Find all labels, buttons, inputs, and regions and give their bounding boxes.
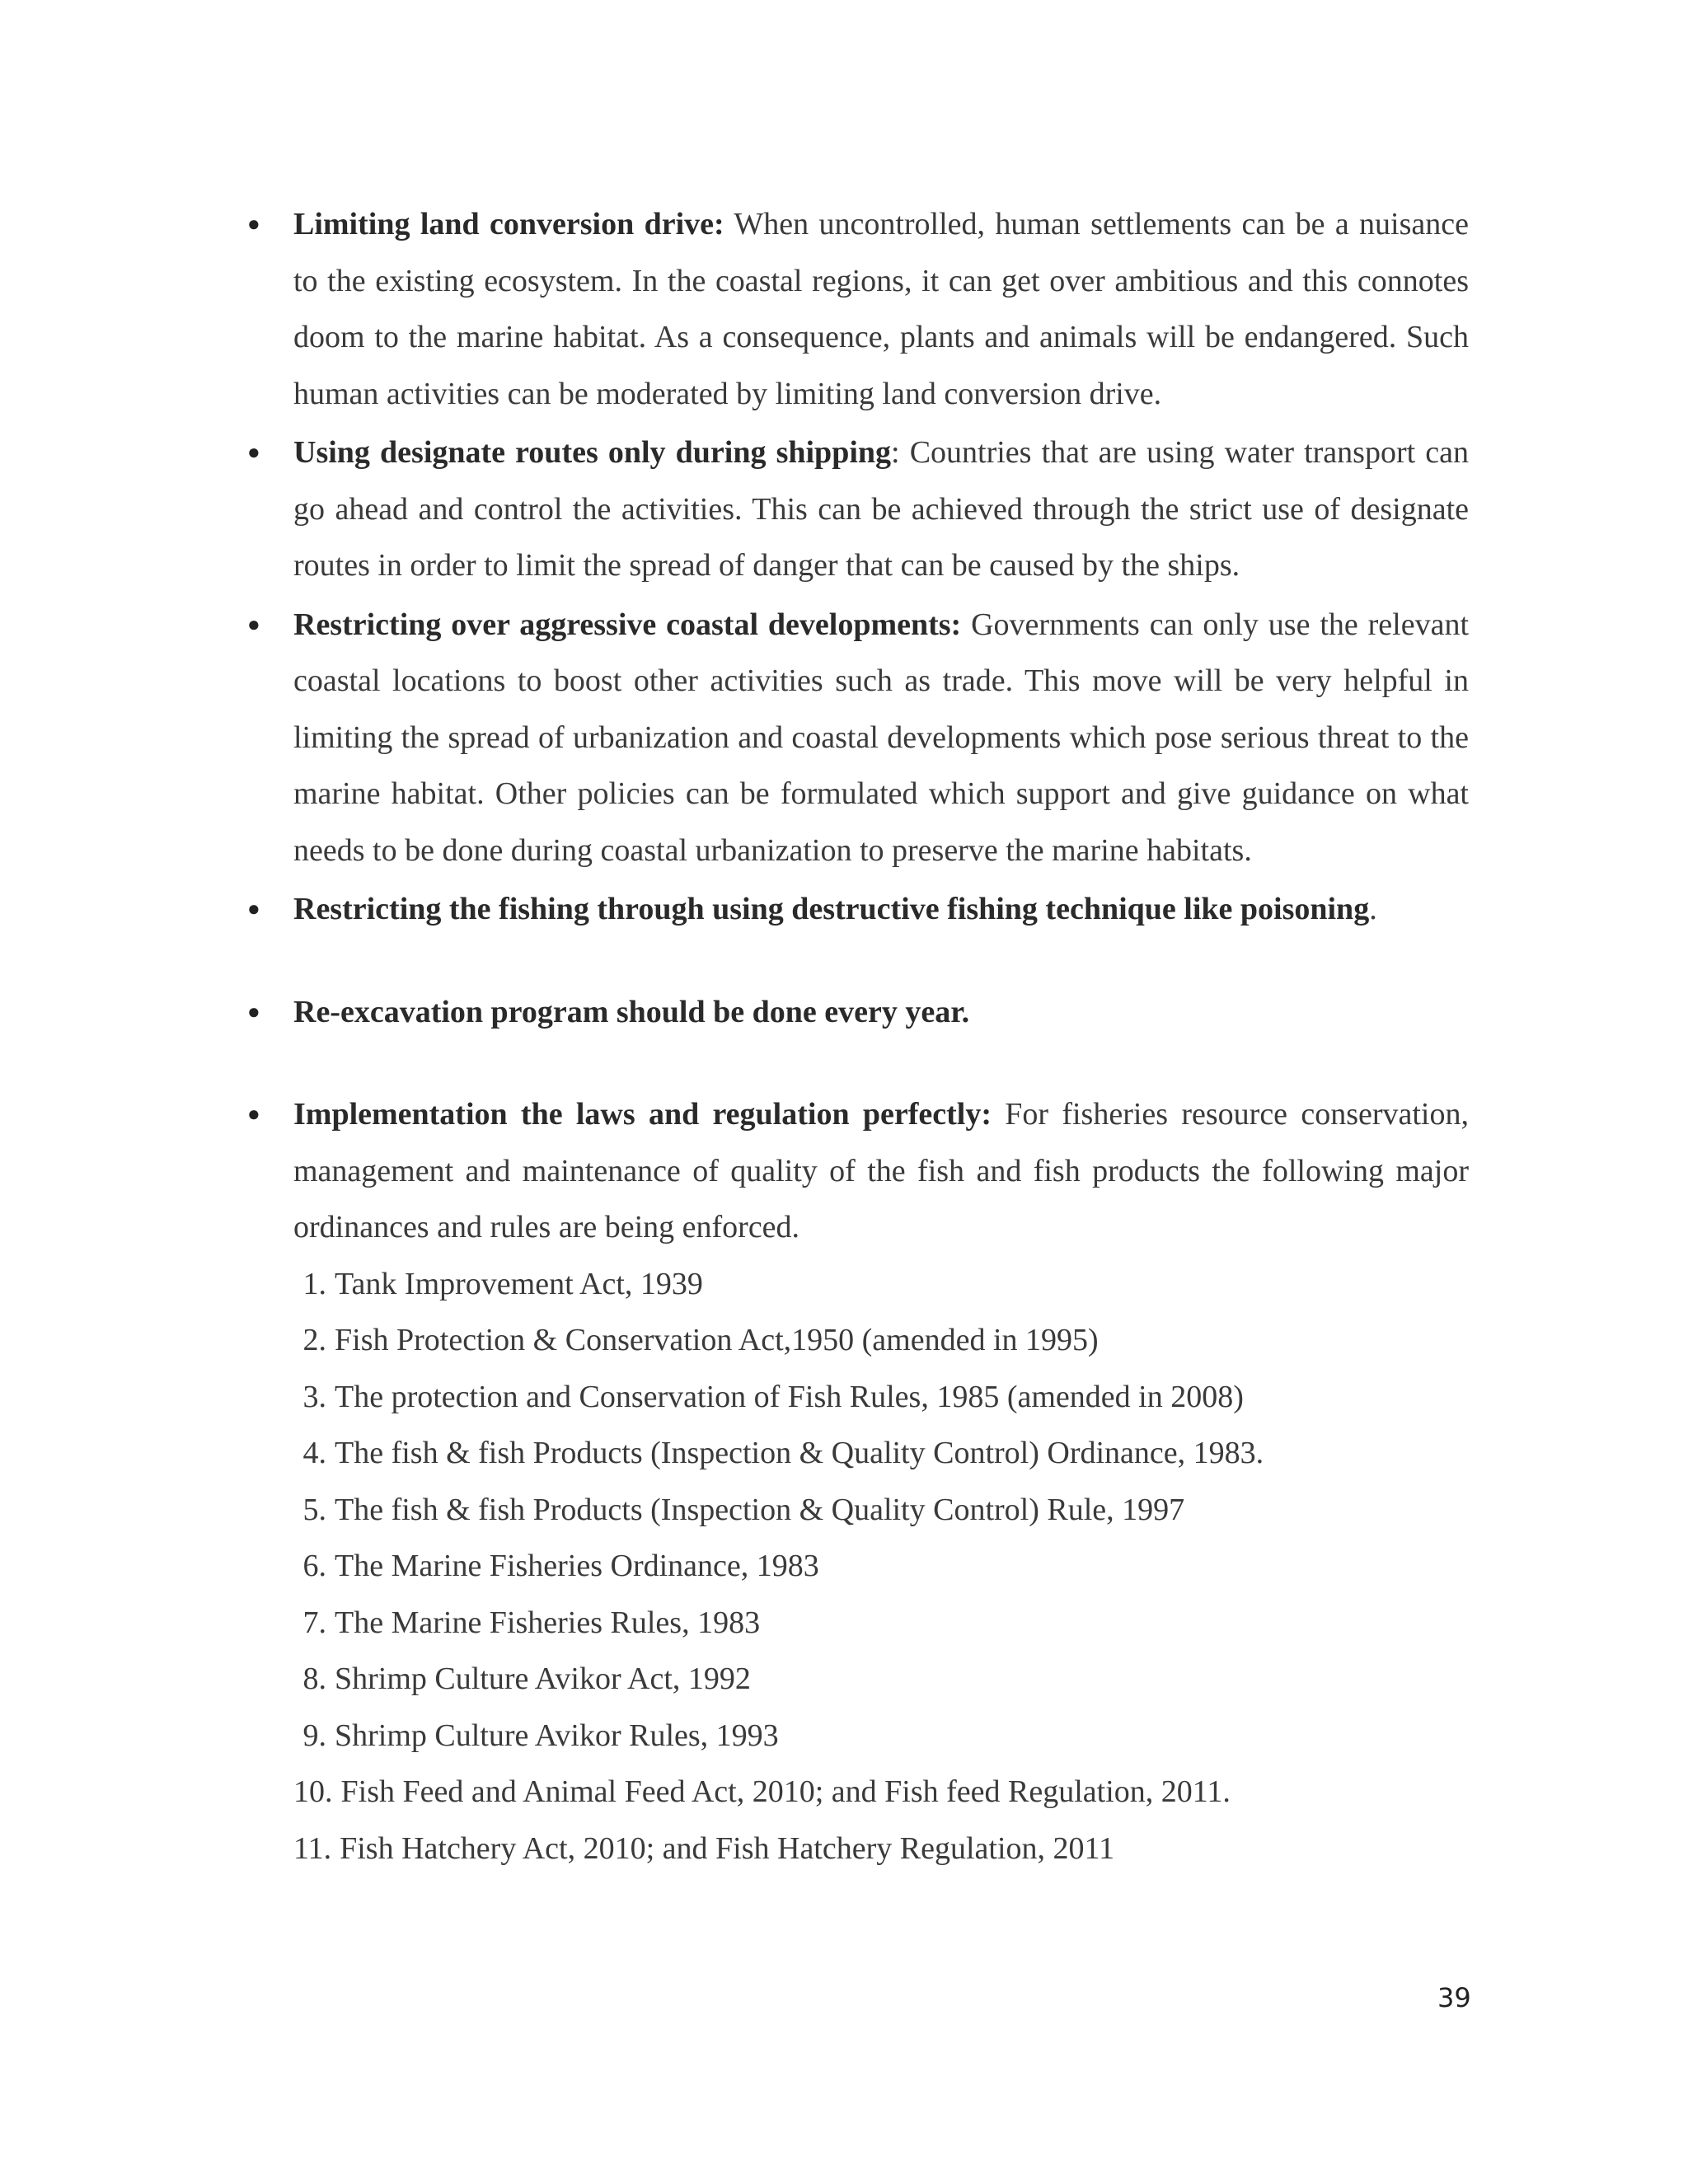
bullet-lead: Implementation the laws and regulation perfectly: [293,1097,992,1132]
law-item [293,1821,1469,1877]
law-number: 2. [302,1323,326,1357]
bullet-paragraph [293,881,1469,938]
bullet-lead: Limiting land conversion drive: [293,207,724,241]
bullet-icon: ● [247,440,260,464]
law-number: 3. [302,1379,326,1414]
law-number: 5. [302,1492,326,1527]
law-text: The fish & fish Products (Inspection & Quality Control) Rule, 1997 [335,1492,1185,1527]
law-number: 1. [302,1266,326,1301]
law-number: 6. [302,1549,326,1583]
bullet-item-land-conversion [247,196,1469,422]
law-text: The Marine Fisheries Rules, 1983 [335,1605,761,1640]
bullet-icon: ● [247,612,260,636]
bullet-icon: ● [247,999,260,1024]
law-number: 8. [302,1661,326,1696]
bullet-lead: Re-excavation program should be done every year. [293,994,970,1029]
law-item [293,1538,1469,1595]
bullet-icon: ● [247,897,260,921]
law-text: Fish Hatchery Act, 2010; and Fish Hatchery Regulation, 2011 [340,1830,1115,1866]
law-number: 4. [302,1436,326,1470]
law-text: Fish Protection & Conservation Act,1950 (amended in 1995) [335,1323,1099,1357]
bullet-paragraph [293,196,1469,422]
bullet-paragraph [293,984,1469,1041]
bullet-paragraph [293,597,1469,879]
bullet-text: Governments can only use the relevant coastal locations to boost other activities such as trade. This move will be very helpful in limiting the spread of urbanization and coastal developments which pose serious threat to the marine habitat. Other policies can be formulated which support and give guidance on what needs to be done during coastal urbanization to preserve the marine habitats. [293,607,1470,868]
law-item [293,1595,1469,1652]
bullet-text: For fisheries resource conservation, management and maintenance of quality of the fish and fish products the following major ordinances and rules are being enforced. [293,1097,1469,1244]
bullet-item-re-excavation [247,984,1469,1041]
bullet-item-destructive-fishing [247,881,1469,938]
conservation-measures-list [247,196,1470,1879]
laws-list [293,1256,1469,1877]
bullet-text: : Countries that are using water transport can go ahead and control the activities. This can be achieved through the strict use of designate routes in order to limit the spread of danger that can be caused by the ships. [293,435,1469,583]
law-item [293,1369,1469,1426]
law-item [293,1312,1469,1369]
law-text: Tank Improvement Act, 1939 [335,1266,703,1301]
bullet-text: . [1369,892,1377,926]
law-number: 11. [293,1830,332,1866]
bullet-paragraph [293,424,1469,594]
bullet-lead: Restricting over aggressive coastal developments: [293,607,962,642]
law-text: Fish Feed and Animal Feed Act, 2010; and Fish feed Regulation, 2011. [340,1774,1231,1809]
bullet-text: When uncontrolled, human settlements can be a nuisance to the existing ecosystem. In the coastal regions, it can get over ambitious and this connotes doom to the marine habitat. As a consequence, plants and animals will be endangered. Such human activities can be moderated by limiting land conversion drive. [293,207,1469,411]
page-number: 39 [1437,1982,1471,2013]
bullet-lead: Using designate routes only during shipping [293,435,892,470]
law-item [293,1482,1469,1539]
law-number: 10. [293,1774,333,1809]
bullet-lead: Restricting the fishing through using destructive fishing technique like poisoning [293,892,1370,926]
bullet-item-laws-regulation [247,1086,1469,1877]
law-text: The fish & fish Products (Inspection & Quality Control) Ordinance, 1983. [335,1436,1264,1470]
law-item [293,1425,1469,1482]
law-number: 7. [302,1605,326,1640]
law-item [293,1764,1469,1821]
law-text: The protection and Conservation of Fish Rules, 1985 (amended in 2008) [335,1379,1244,1414]
bullet-icon: ● [247,1102,260,1126]
law-text: The Marine Fisheries Ordinance, 1983 [335,1549,819,1583]
bullet-item-shipping-routes [247,424,1469,594]
law-item [293,1256,1469,1313]
bullet-item-coastal-developments [247,597,1470,879]
law-text: Shrimp Culture Avikor Act, 1992 [335,1661,751,1696]
law-number: 9. [302,1718,326,1753]
bullet-icon: ● [247,212,260,236]
law-item [293,1651,1469,1708]
law-item [293,1708,1469,1765]
bullet-paragraph [293,1086,1469,1256]
law-text: Shrimp Culture Avikor Rules, 1993 [335,1718,779,1753]
